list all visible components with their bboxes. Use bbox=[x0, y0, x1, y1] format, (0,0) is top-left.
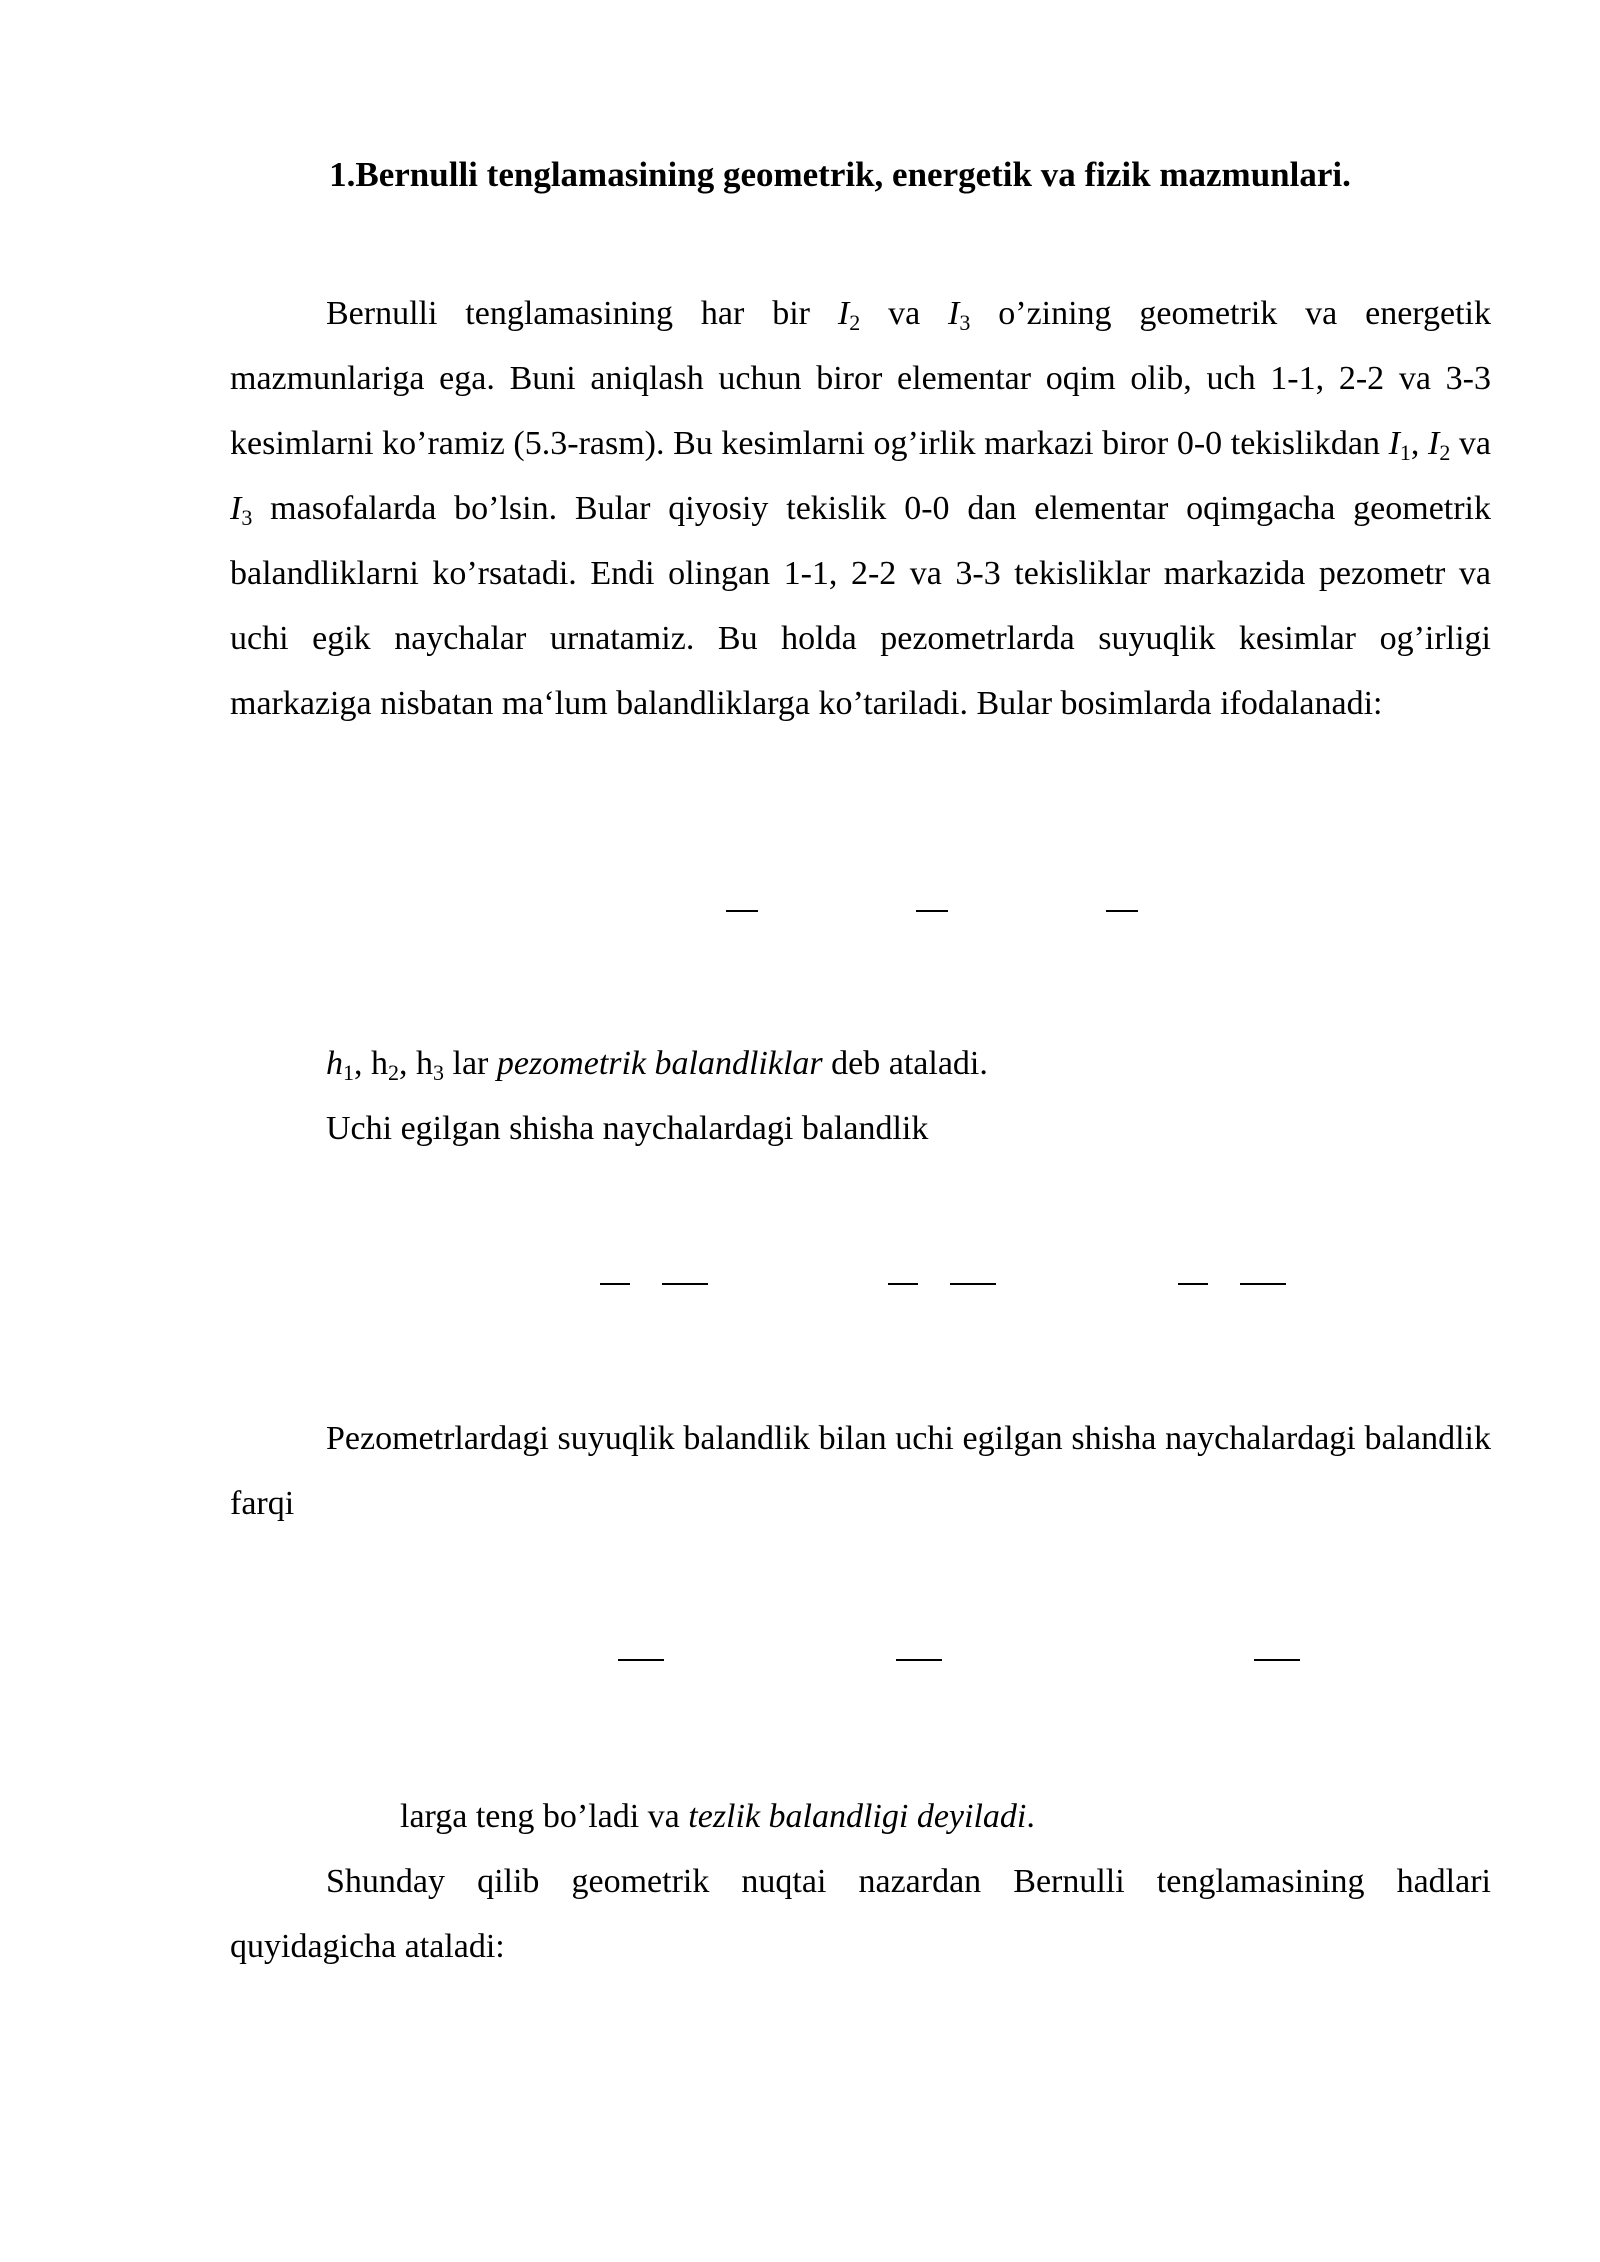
variable: I bbox=[1388, 425, 1400, 462]
text-run: , h bbox=[399, 1045, 433, 1082]
fraction-bar bbox=[1106, 910, 1138, 912]
subscript: 3 bbox=[241, 505, 253, 530]
fraction-bar bbox=[662, 1283, 708, 1285]
text-run: . bbox=[1026, 1798, 1035, 1835]
fraction-bar bbox=[888, 1283, 918, 1285]
fraction-bar bbox=[896, 1659, 942, 1661]
subscript: 3 bbox=[433, 1060, 444, 1085]
subscript: 2 bbox=[1439, 440, 1451, 465]
italic-term: pezometrik balandliklar bbox=[496, 1045, 823, 1082]
subscript: 1 bbox=[343, 1060, 354, 1085]
page-title: 1.Bernulli tenglamasining geometrik, energetik va fizik mazmunlari. bbox=[329, 155, 1351, 194]
variable: I bbox=[230, 490, 242, 527]
pezometric-heights-line bbox=[326, 1039, 988, 1089]
variable: h bbox=[326, 1045, 343, 1082]
subscript: 2 bbox=[849, 310, 861, 335]
fraction-bar bbox=[726, 910, 758, 912]
subscript: 3 bbox=[959, 310, 971, 335]
text-run: , bbox=[1410, 425, 1428, 462]
bent-tube-height-line: Uchi egilgan shisha naychalardagi balandlik bbox=[326, 1110, 929, 1147]
fraction-bar bbox=[950, 1283, 996, 1285]
fraction-bar bbox=[1240, 1283, 1286, 1285]
text-run: va bbox=[860, 295, 949, 332]
variable: I bbox=[948, 295, 960, 332]
text-run: Pezometrlardagi suyuqlik balandlik bilan uchi egilgan shisha naychalardagi balandlik farqi bbox=[230, 1420, 1491, 1522]
text-run: Bernulli tenglamasining har bir bbox=[326, 295, 838, 332]
text-run: va bbox=[1450, 425, 1492, 462]
paragraph-height-difference bbox=[230, 1406, 1491, 1536]
italic-term: tezlik balandligi deyiladi bbox=[688, 1798, 1027, 1835]
fraction-bar bbox=[916, 910, 948, 912]
text-run: , h bbox=[354, 1045, 388, 1082]
velocity-height-line bbox=[400, 1792, 1035, 1842]
fraction-bar bbox=[1178, 1283, 1208, 1285]
paragraph-conclusion bbox=[230, 1849, 1491, 1979]
fraction-bar bbox=[1254, 1659, 1300, 1661]
text-run: Shunday qilib geometrik nuqtai nazardan Bernulli tenglamasining hadlari quyidagicha ataladi: bbox=[230, 1863, 1491, 1965]
text-run: masofalarda bo’lsin. Bular qiyosiy tekislik 0-0 dan elementar oqimgacha geometrik balandliklarni ko’rsatadi. Endi olingan 1-1, 2-2 va 3-3 tekisliklar markazida pezometr va uchi egik naychalar urnatamiz. Bu holda pezometrlarda suyuqlik kesimlar og’irligi markaziga nisbatan ma‘lum balandliklarga ko’tariladi. Bular bosimlarda ifodalanadi: bbox=[230, 490, 1491, 722]
subscript: 2 bbox=[388, 1060, 399, 1085]
subscript: 1 bbox=[1399, 440, 1411, 465]
text-run: lar bbox=[444, 1045, 497, 1082]
fraction-bar bbox=[618, 1659, 664, 1661]
paragraph-intro bbox=[230, 281, 1491, 736]
text-run: larga teng bo’ladi va bbox=[400, 1798, 689, 1835]
variable: I bbox=[837, 295, 850, 332]
text-run: deb ataladi. bbox=[822, 1045, 988, 1082]
fraction-bar bbox=[600, 1283, 630, 1285]
variable: I bbox=[1428, 425, 1440, 462]
text-run: o’zining geometrik va energetik mazmunlariga ega. Buni aniqlash uchun biror elementar oqim olib, uch 1-1, 2-2 va 3-3 kesimlarni ko’ramiz (5.3-rasm). Bu kesimlarni og’irlik markazi biror 0-0 tekislikdan bbox=[230, 295, 1491, 462]
